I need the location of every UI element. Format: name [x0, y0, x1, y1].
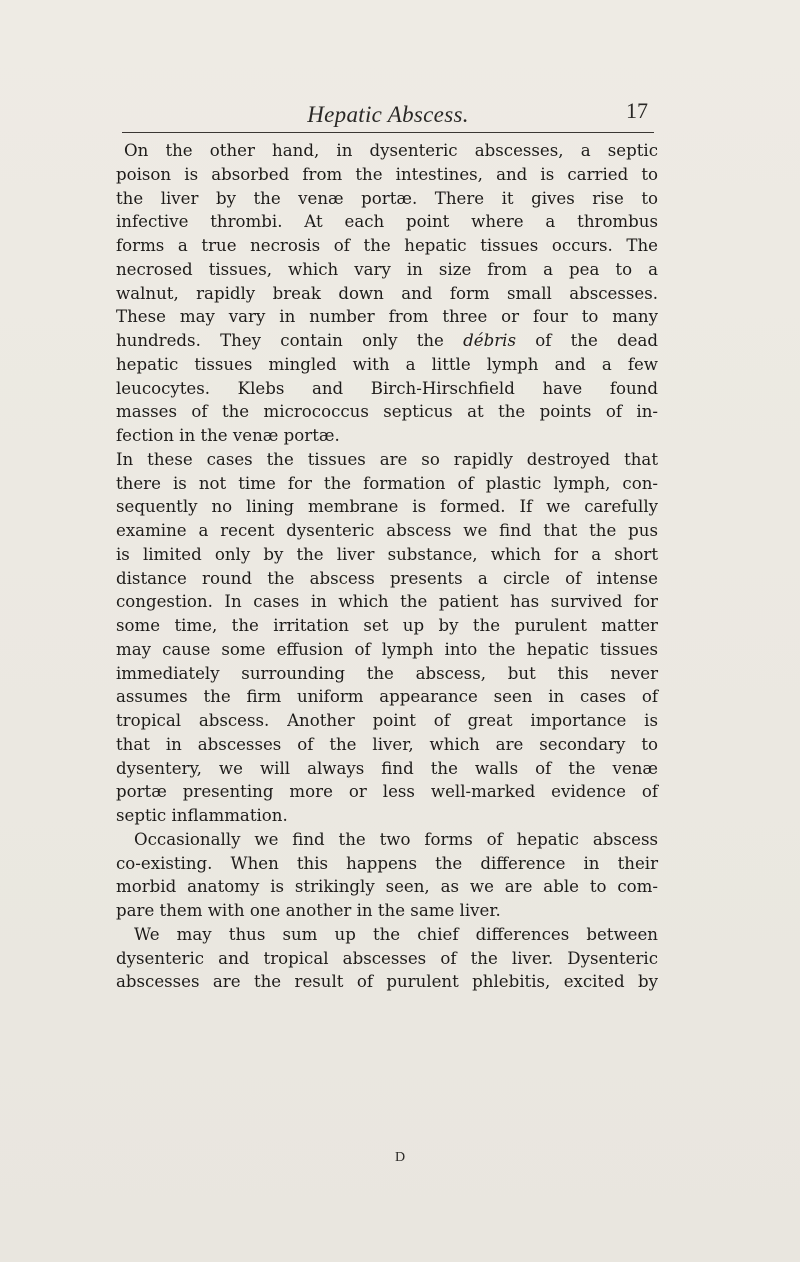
signature-mark: D: [394, 1150, 406, 1165]
text-line: necrosed tissues, which vary in size from a pea to a: [116, 259, 658, 279]
text-line: morbid anatomy is strikingly seen, as we are able to com-: [116, 877, 658, 897]
text-fragment: of the dead: [535, 331, 659, 350]
text-line: the liver by the venæ portæ. There it gives rise to: [116, 188, 658, 208]
text-line: These may vary in number from three or four to many: [116, 307, 658, 327]
page-number: 17: [626, 98, 648, 123]
text-line: We may thus sum up the chief differences between: [134, 924, 658, 944]
text-line: co-existing. When this happens the difference in their: [116, 853, 658, 873]
text-line: there is not time for the formation of plastic lymph, con-: [116, 473, 658, 493]
text-line: that in abscesses of the liver, which are secondary to: [116, 734, 658, 754]
text-line: fection in the venæ portæ.: [116, 426, 340, 445]
text-line: is limited only by the liver substance, which for a short: [116, 544, 658, 564]
text-line: sequently no lining membrane is formed. If we carefully: [116, 497, 658, 517]
text-fragment: hundreds. They contain only the: [116, 331, 444, 350]
text-line: walnut, rapidly break down and form small abscesses.: [116, 283, 658, 303]
italic-term: débris: [463, 331, 516, 350]
body-text: [116, 139, 658, 994]
text-line: immediately surrounding the abscess, but this never: [116, 663, 658, 683]
running-head: [118, 98, 658, 132]
text-line: portæ presenting more or less well-marked evidence of: [116, 782, 658, 802]
text-line: pare them with one another in the same liver.: [116, 901, 501, 920]
text-line: assumes the firm uniform appearance seen in cases of: [116, 687, 658, 707]
text-line: masses of the micrococcus septicus at the points of in-: [116, 402, 658, 422]
text-line: infective thrombi. At each point where a thrombus: [116, 212, 658, 232]
text-line: septic inflammation.: [116, 806, 288, 825]
text-line: dysentery, we will always find the walls of the venæ: [116, 758, 658, 778]
running-title: Hepatic Abscess.: [307, 102, 469, 127]
text-line: abscesses are the result of purulent phlebitis, excited by: [116, 972, 658, 992]
text-line: dysenteric and tropical abscesses of the liver. Dysenteric: [116, 948, 658, 968]
text-line: In these cases the tissues are so rapidly destroyed that: [116, 449, 658, 469]
text-line: Occasionally we find the two forms of hepatic abscess: [134, 829, 658, 849]
text-line: hepatic tissues mingled with a little lymph and a few: [116, 354, 658, 374]
header-rule: [122, 132, 654, 133]
text-line: leucocytes. Klebs and Birch-Hirschfield have found: [116, 378, 658, 398]
text-line: congestion. In cases in which the patient has survived for: [116, 592, 658, 612]
text-line: forms a true necrosis of the hepatic tissues occurs. The: [116, 236, 658, 255]
text-line: distance round the abscess presents a circle of intense: [116, 568, 658, 588]
text-line: some time, the irritation set up by the purulent matter: [116, 616, 658, 635]
text-line: may cause some effusion of lymph into the hepatic tissues: [116, 639, 658, 659]
text-line: poison is absorbed from the intestines, and is carried to: [116, 164, 658, 184]
text-line: [116, 329, 658, 353]
text-line: tropical abscess. Another point of great importance is: [116, 711, 658, 730]
text-line: examine a recent dysenteric abscess we find that the pus: [116, 521, 658, 540]
text-line: On the other hand, in dysenteric abscesses, a septic: [124, 141, 658, 160]
